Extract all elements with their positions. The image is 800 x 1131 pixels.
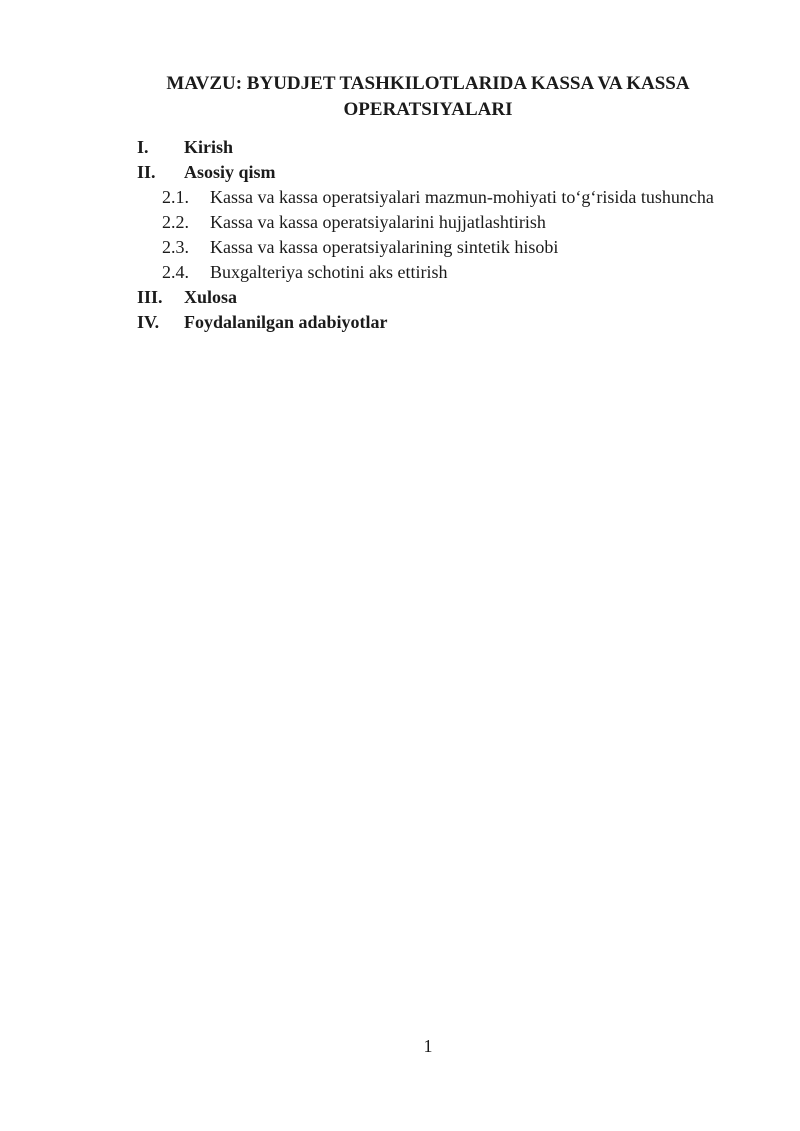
outline-item (113, 160, 743, 185)
outline-item-number: 2.2. (162, 212, 189, 232)
outline-item-number: IV. (137, 312, 160, 332)
outline-item-label: Kirish (184, 137, 234, 157)
outline-item (113, 260, 743, 285)
outline-item (113, 235, 743, 260)
outline-item-label: Asosiy qism (184, 162, 276, 182)
document-content (113, 0, 743, 335)
outline-item-number: 2.1. (162, 187, 189, 207)
outline-item (113, 185, 743, 210)
outline-item-label: Xulosa (184, 287, 238, 307)
outline-item-number: I. (137, 137, 149, 157)
outline-item-number: II. (137, 162, 156, 182)
outline-item (113, 135, 743, 160)
outline-item (113, 310, 743, 335)
outline-item-number: 2.4. (162, 262, 189, 282)
document-title: MAVZU: BYUDJET TASHKILOTLARIDA KASSA VA KASSA OPERATSIYALARI (166, 73, 690, 120)
outline-item-label: Kassa va kassa operatsiyalarini hujjatlashtirish (210, 212, 546, 232)
outline-item-number: 2.3. (162, 237, 189, 257)
outline-item-label: Kassa va kassa operatsiyalarining sintetik hisobi (210, 237, 559, 257)
outline-item-label: Foydalanilgan adabiyotlar (184, 312, 388, 332)
page-number: 1 (423, 1036, 433, 1056)
outline-item-label: Kassa va kassa operatsiyalari mazmun-mohiyati to‘g‘risida tushuncha (210, 187, 714, 207)
outline-item-label: Buxgalteriya schotini aks ettirish (210, 262, 448, 282)
outline-item-number: III. (137, 287, 163, 307)
outline-list (113, 135, 743, 335)
outline-item (113, 285, 743, 310)
outline-item (113, 210, 743, 235)
